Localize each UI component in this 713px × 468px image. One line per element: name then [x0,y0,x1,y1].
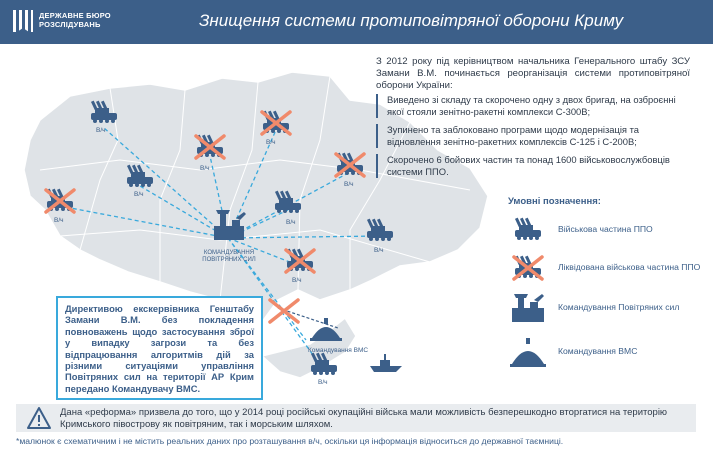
bullet-item: Скорочено 6 бойових частин та понад 1600 військовослужбовців системи ППО. [376,154,694,178]
legend-item-navy-command [506,334,706,368]
warning-icon [26,406,52,430]
broken-link-cross [270,300,298,322]
crossed-sam-launcher-icon [506,250,550,284]
legend-label: Командування Повітряних сил [558,302,680,312]
legend-label: Військова частина ППО [558,224,653,234]
logo-text [39,11,111,29]
navy-command-icon [506,334,550,368]
unit-label: В/ч [292,277,302,284]
warning-banner [16,404,696,432]
page-title: Знищення системи протиповітряної оборони Криму [199,11,624,30]
header-bar [0,0,713,44]
unit-label: В/ч [286,219,296,226]
unit-label: В/ч [96,127,106,134]
legend-item-liquidated-unit [506,250,706,284]
footnote: *малюнок є схематичним і не містить реальних даних про розташування в/ч, оскільки ця інформація відноситься до державної таємниці. [16,436,564,446]
bullet-item: Виведено зі складу та скорочено одну з двох бригад, на озброєнні якої стояли зенітно-ракетні комплекси С-300В; [376,94,694,118]
air-command-label-2: ПОВІТРЯНИХ СИЛ [202,257,256,263]
intro-text: З 2012 року під керівництвом начальника Генерального штабу ЗСУ Замани В.М. починається реорганізація системи протиповітряної оборони України: [376,56,690,91]
logo-line-2: РОЗСЛІДУВАНЬ [39,20,101,29]
air-command-label-1: КОМАНДУВАННЯ [203,250,255,256]
air-force-command-icon [506,290,550,324]
unit-label: В/ч [266,139,276,146]
unit-label: В/ч [54,217,64,224]
warning-text: Дана «реформа» призвела до того, що у 2014 році російські окупаційні війська мали можливість безперешкодно вторгатися на територію Кримського півострову як повітряним, так і морським шляхом. [60,407,668,430]
directive-box: Директивою екскервівника Генштабу Замани В.М. без покладення повноважень щодо застосування зброї у випадку загрози та без відпрацювання алгоритмів дій за різними ситуаціями управління Повітряних сил на території АР Крим передано Командувачу ВМС. [56,296,263,400]
legend-label: Ліквідована військова частина ППО [558,262,701,272]
legend-label: Командування ВМС [558,346,638,356]
dbr-logo [12,8,132,36]
warship-icon [370,354,402,372]
legend-title: Умовні позначення: [508,196,601,207]
unit-label: В/ч [200,165,210,172]
unit-label: В/ч [318,379,328,386]
legend-item-sam-unit [506,212,706,246]
bullet-item: Зупинено та заблоковано програми щодо модернізація та відновлення зенітно-ракетних комплексів С-125 і С-200В; [376,124,694,148]
logo-line-1: ДЕРЖАВНЕ БЮРО [39,11,111,20]
navy-link [278,308,338,328]
unit-label: В/ч [344,181,354,188]
sam-launcher-icon [506,212,550,246]
legend-item-air-command [506,290,706,324]
unit-label: В/ч [134,191,144,198]
navy-command-label: Командування ВМС [308,347,369,354]
shield-logo-icon [12,8,34,34]
bullet-list [376,94,694,184]
unit-label: В/ч [374,247,384,254]
